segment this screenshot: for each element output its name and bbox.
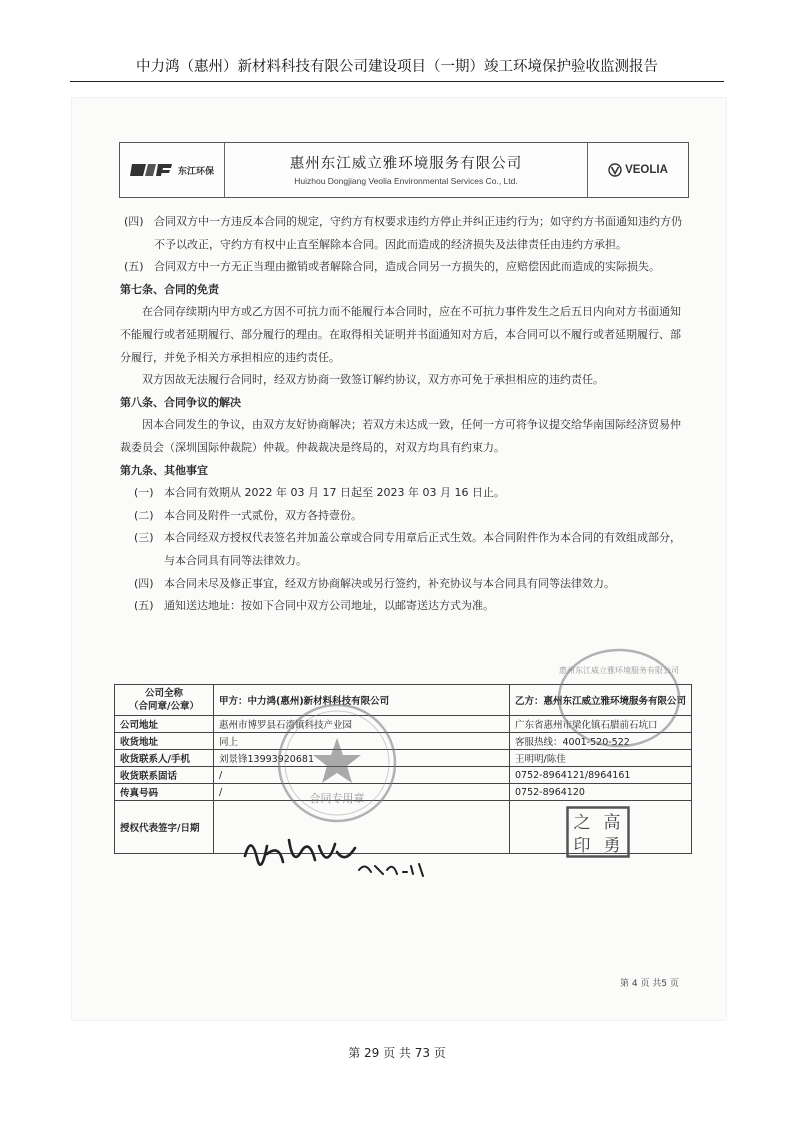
letterhead (119, 142, 689, 198)
company-name-en: Huizhou Dongjiang Veolia Environmental Services Co., Ltd. (294, 176, 518, 186)
party-b-cell: 0752-8964121/8964161 (510, 767, 692, 784)
veolia-logo (587, 143, 688, 197)
article-7-paragraph-2: 双方因故无法履行合同时，经双方协商一致签订解约协议，双方亦可免于承担相应的违约责任。 (142, 373, 604, 387)
clause-item (130, 527, 686, 572)
row-label: 收货联系固话 (115, 767, 214, 784)
article-7-title: 第七条、合同的免责 (120, 282, 219, 296)
clause-number: (五) (134, 599, 154, 613)
seal-char-1: 之 (573, 813, 591, 833)
report-header: 中力鸿（惠州）新材料科技有限公司建设项目（一期）竣工环境保护验收监测报告 (70, 55, 724, 82)
row-label: 公司地址 (115, 716, 214, 733)
party-b-cell: 乙方：惠州东江威立雅环境服务有限公司 (510, 685, 692, 716)
row-label: 收货联系人/手机 (115, 750, 214, 767)
stamp-a-text: 合同专用章 (309, 792, 365, 805)
table-row (115, 767, 692, 784)
row-label (115, 685, 214, 716)
article-7-paragraph-1: 在合同存续期内甲方或乙方因不可抗力而不能履行本合同时，应在不可抗力事件发生之后五日内向对方书面通知不能履行或者延期履行、部分履行的理由。在取得相关证明并书面通知对方后，本合同可以不履行或者延期履行、部分履行，并免予相关方承担相应的违约责任。 (120, 305, 681, 364)
row-label: 收货地址 (115, 733, 214, 750)
clause-item (120, 211, 686, 256)
stamp-b-text: 惠州东江威立雅环境服务有限公司 (559, 666, 679, 675)
seal-char-2: 高 (603, 813, 621, 833)
personal-seal (566, 806, 630, 862)
clause-text: 本合同及附件一式贰份，双方各持壹份。 (164, 508, 362, 522)
clause-text: 合同双方中一方无正当理由撤销或者解除合同，造成合同另一方损失的，应赔偿因此而造成的实际损失。 (154, 260, 660, 274)
company-logo (120, 143, 225, 197)
row-label-text: 公司全称 （合同章/公章） (129, 688, 199, 712)
table-row (115, 784, 692, 801)
party-a-cell: 刘景锋13993920681 (214, 750, 510, 767)
clause-item (130, 482, 686, 505)
contract-page-mark: 第 4 页 共5 页 (620, 979, 679, 989)
letterhead-company (225, 143, 587, 197)
party-a-cell: / (214, 767, 510, 784)
party-b-cell: 广东省惠州市梁化镇石腊前石坑口 (510, 716, 692, 733)
party-a-cell: / (214, 784, 510, 801)
logo-text: 东江环保 (177, 166, 214, 177)
company-name-cn: 惠州东江威立雅环境服务有限公司 (289, 156, 523, 172)
clause-number: (四) (134, 576, 154, 590)
clause-number: (四) (124, 215, 144, 228)
clause-text: 通知送达地址：按如下合同中双方公司地址，以邮寄送达方式为准。 (164, 599, 494, 613)
clause-item (130, 573, 686, 596)
page-number: 第 29 页 共 73 页 (348, 1046, 446, 1060)
party-b-cell: 0752-8964120 (510, 784, 692, 801)
clause-text: 合同双方中一方违反本合同的规定，守约方有权要求违约方停止并纠正违约行为；如守约方书面通知违约方仍不予以改正，守约方有权中止直至解除本合同。因此而造成的经济损失及法律责任由违约方承担。 (154, 215, 682, 251)
clause-number: (五) (124, 260, 144, 274)
clause-item (130, 595, 686, 618)
clause-item (130, 505, 686, 528)
dongjiang-logo-icon (130, 160, 174, 180)
article-8-paragraph: 因本合同发生的争议，由双方友好协商解决；若双方未达成一致，任何一方可将争议提交给华南国际经济贸易仲裁委员会（深圳国际仲裁院）仲裁。仲裁裁决是终局的，对双方均具有约束力。 (120, 418, 681, 454)
clause-item (120, 256, 686, 279)
clause-text: 本合同未尽及修正事宜，经双方协商解决或另行签约，补充协议与本合同具有同等法律效力。 (164, 576, 615, 590)
party-b-cell: 王明明/陈佳 (510, 750, 692, 767)
seal-char-3: 印 (573, 836, 591, 856)
party-b-cell: 客服热线：4001-520-522 (510, 733, 692, 750)
clause-text: 本合同有效期从 2022 年 03 月 17 日起至 2023 年 03 月 16 日止。 (164, 486, 505, 500)
contract-stamp-party-a (272, 698, 402, 828)
party-a-cell: 甲方：中力鸿(惠州)新材料科技有限公司 (214, 685, 510, 716)
company-stamp-party-b (554, 643, 684, 753)
clause-number: (一) (134, 486, 154, 500)
clause-text: 本合同经双方授权代表签名并加盖公章或合同专用章后正式生效。本合同附件作为本合同的有效组成部分，与本合同具有同等法律效力。 (164, 531, 681, 567)
veolia-text: VEOLIA (625, 164, 668, 176)
article-9-items (120, 482, 686, 618)
handwritten-signature (237, 826, 437, 886)
article-8-title: 第八条、合同争议的解决 (120, 395, 241, 409)
party-a-cell: 同上 (214, 733, 510, 750)
clause-number: (三) (134, 531, 154, 545)
article-9-title: 第九条、其他事宜 (120, 463, 208, 477)
scanned-contract-page (72, 98, 726, 1020)
seal-char-4: 勇 (603, 836, 621, 856)
row-label: 传真号码 (115, 784, 214, 801)
party-a-cell: 惠州市博罗县石湾镇科技产业园 (214, 716, 510, 733)
row-label: 授权代表签字/日期 (115, 801, 214, 854)
clause-number: (二) (134, 508, 154, 522)
contract-body (120, 211, 686, 618)
veolia-emblem-icon (608, 163, 622, 177)
